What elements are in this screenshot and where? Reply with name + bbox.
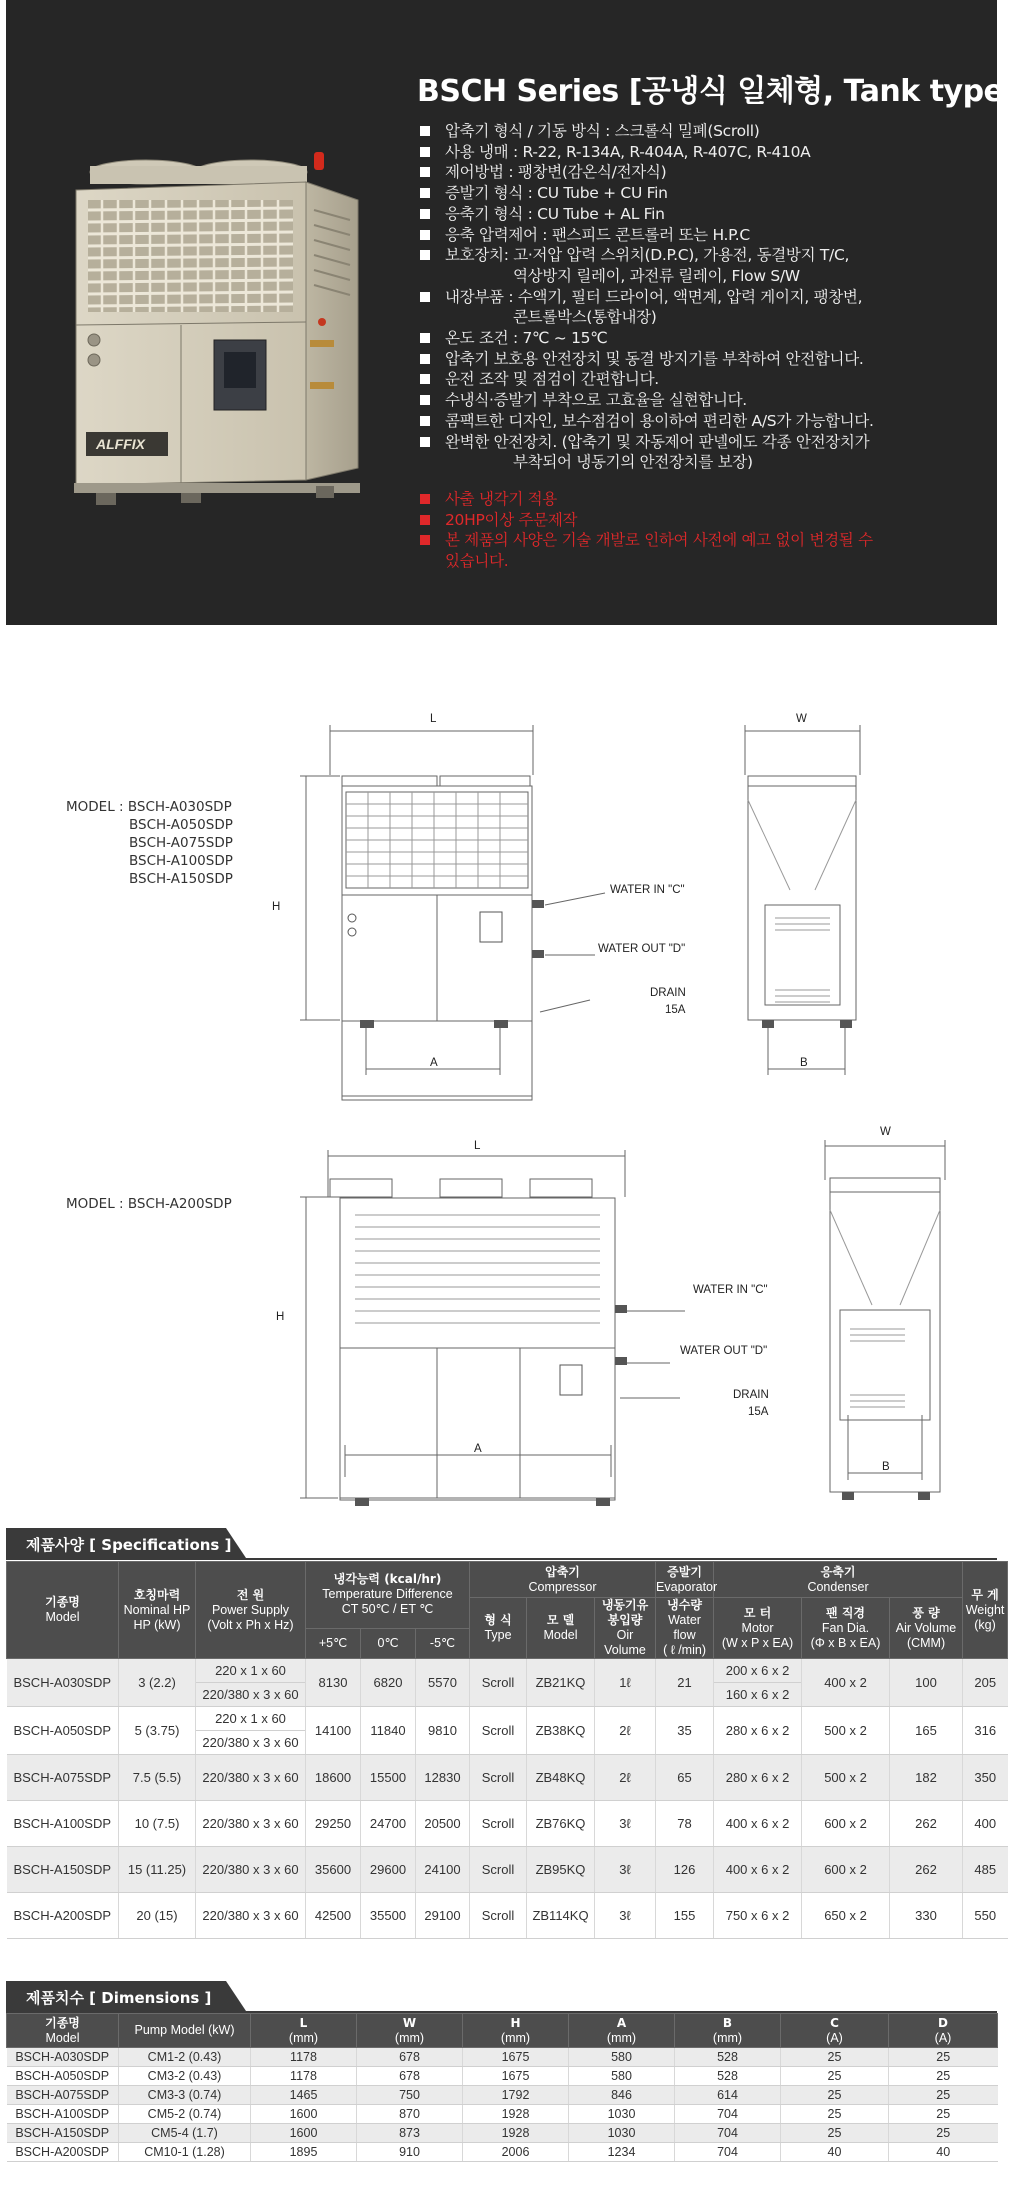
cell-c0: 29600 [361,1847,416,1893]
feature-item [417,369,927,390]
dim-cell: 1675 [463,2048,569,2067]
dim-cell: 1792 [463,2086,569,2105]
header-secondary: (A) [826,2030,843,2045]
feature-text: 응축 압력제어 : 팬스피드 콘트롤러 또는 H.P.C [445,225,750,244]
power-value: 220/380 x 3 x 60 [202,1770,299,1785]
water-out-label: WATER OUT "D" [598,943,686,955]
header-primary: L [299,2015,308,2030]
cell-c0: 24700 [361,1801,416,1847]
table-row [7,2067,998,2086]
feature-item [417,390,927,411]
cell-oil: 3ℓ [595,1801,656,1847]
cell-oil: 2ℓ [595,1707,656,1755]
spec-table [6,1561,1008,1939]
feature-text: 콤팩트한 디자인, 보수점검이 용이하여 편리한 A/S가 가능합니다. [445,411,874,430]
header-secondary: (mm) [606,2030,637,2045]
table-row [7,2105,998,2124]
dim-cell: CM3-2 (0.43) [119,2067,251,2086]
cell-weight: 205 [963,1659,1008,1707]
feature-text: 보호장치: 고·저압 압력 스위치(D.P.C), 가용전, 동결방지 T/C, [445,246,850,265]
drain-label: DRAIN [733,1389,769,1401]
header-primary: C [830,2015,839,2030]
feature-text: 내장부품 : 수액기, 필터 드라이어, 액면계, 압력 게이지, 팽창변, [445,287,863,306]
dim-label-l: L [430,713,437,725]
cell-fan: 400 x 2 [802,1659,890,1707]
cell-fan: 600 x 2 [802,1847,890,1893]
feature-item [417,225,927,246]
header-secondary: Pump Model (kW) [134,2023,235,2037]
cell-weight: 316 [963,1707,1008,1755]
cell-cm5: 24100 [416,1847,470,1893]
cell-hp: 7.5 (5.5) [119,1755,196,1801]
feature-text: 증발기 형식 : CU Tube + CU Fin [445,184,668,203]
dim-label-a: A [430,1057,438,1069]
cell-c0: 6820 [361,1659,416,1707]
cell-model: BSCH-A050SDP [7,1707,119,1755]
table-row [7,2143,998,2162]
dim-label-a: A [474,1443,482,1455]
header-primary: W [402,2015,417,2030]
cell-motor [714,1893,802,1939]
dim-col-header [463,2014,569,2048]
cell-air: 100 [890,1659,963,1707]
col-weight: 무 게 Weight (kg) [963,1562,1008,1659]
feature-item [417,510,927,531]
dim-cell: 25 [889,2105,998,2124]
divider [6,1558,997,1560]
cell-fan: 500 x 2 [802,1755,890,1801]
dim-cell: 846 [569,2086,675,2105]
dim-cell: 1178 [251,2048,357,2067]
dim-cell: 25 [889,2048,998,2067]
dim-col-header [675,2014,781,2048]
feature-text: 있습니다. [445,552,509,571]
header-primary: B [722,2015,733,2030]
dim-cell: 25 [781,2124,889,2143]
motor-value: 160 x 6 x 2 [714,1682,801,1706]
power-value: 220/380 x 3 x 60 [202,1816,299,1831]
feature-text: 압축기 보호용 안전장치 및 동결 방지기를 부착하여 안전합니다. [445,349,864,368]
feature-item [417,204,927,225]
dim-cell: CM5-4 (1.7) [119,2124,251,2143]
power-value: 220/380 x 3 x 60 [202,1862,299,1877]
col-fan-dia: 팬 직경 Fan Dia. (Φ x B x EA) [802,1598,890,1659]
cell-motor [714,1659,802,1707]
feature-text: 역상방지 릴레이, 과전류 릴레이, Flow S/W [513,266,800,285]
dim-label-b: B [882,1461,890,1473]
drain-size-label: 15A [748,1406,769,1418]
cell-type: Scroll [470,1659,527,1707]
cell-c0: 11840 [361,1707,416,1755]
drain-label: DRAIN [650,987,686,999]
cell-air: 330 [890,1893,963,1939]
cell-power [196,1893,306,1939]
cell-oil: 3ℓ [595,1893,656,1939]
table-row [7,2048,998,2067]
header-primary: H [510,2015,521,2030]
cell-weight: 550 [963,1893,1008,1939]
cell-type: Scroll [470,1755,527,1801]
dim-cell: 25 [781,2067,889,2086]
cell-type: Scroll [470,1893,527,1939]
cell-cm5: 9810 [416,1707,470,1755]
col-cap-minus5: -5℃ [416,1628,470,1659]
dim-cell: 1600 [251,2124,357,2143]
cell-flow: 21 [656,1659,714,1707]
dim-cell: CM3-3 (0.74) [119,2086,251,2105]
col-cap-0: 0℃ [361,1628,416,1659]
power-value: 220/380 x 3 x 60 [196,1730,305,1754]
table-row [7,1801,1008,1847]
cell-hp: 10 (7.5) [119,1801,196,1847]
feature-text: 온도 조건 : 7℃ ~ 15℃ [445,329,608,348]
cell-motor [714,1801,802,1847]
table-row [7,1755,1008,1801]
feature-item [417,328,927,349]
dim-cell: 1895 [251,2143,357,2162]
cell-c5: 29250 [306,1801,361,1847]
col-comp-type: 형 식 Type [470,1598,527,1659]
cell-c5: 35600 [306,1847,361,1893]
dim-col-header [889,2014,998,2048]
cell-c5: 18600 [306,1755,361,1801]
feature-list [417,121,927,473]
cell-cm5: 12830 [416,1755,470,1801]
col-hp: 호칭마력 Nominal HP HP (kW) [119,1562,196,1659]
feature-item [417,183,927,204]
feature-item [417,411,927,432]
feature-item [417,530,927,571]
cell-cmodel: ZB38KQ [527,1707,595,1755]
col-power: 전 원 Power Supply (Volt x Ph x Hz) [196,1562,306,1659]
dim-cell: 704 [675,2143,781,2162]
dim-col-header [7,2014,119,2048]
dim-cell: 678 [357,2048,463,2067]
power-value: 220 x 1 x 60 [215,1663,286,1678]
motor-value: 400 x 6 x 2 [725,1816,790,1831]
spec-section-title: 제품사양 [ Specifications ] [26,1536,232,1554]
dimension-drawing-large-model [0,1115,1000,1495]
cell-power [196,1847,306,1893]
cell-model: BSCH-A100SDP [7,1801,119,1847]
dim-label-l: L [474,1140,481,1152]
dim-label-h: H [276,1311,285,1323]
hero-banner [6,0,1017,625]
dim-cell: 580 [569,2067,675,2086]
dim-cell: 1465 [251,2086,357,2105]
col-evaporator: 증발기 Evaporator [656,1562,714,1598]
col-comp-model: 모 델 Model [527,1598,595,1659]
power-value: 220/380 x 3 x 60 [196,1682,305,1706]
feature-text: 사용 냉매 : R-22, R-134A, R-404A, R-407C, R-410A [445,142,811,161]
model-item: BSCH-A075SDP [129,835,233,851]
feature-text: 운전 조작 및 점검이 간편합니다. [445,370,659,389]
dim-cell: BSCH-A150SDP [7,2124,119,2143]
header-primary: 기종명 [45,2015,80,2030]
cell-type: Scroll [470,1707,527,1755]
dim-cell: 25 [781,2048,889,2067]
cell-flow: 65 [656,1755,714,1801]
motor-value: 280 x 6 x 2 [725,1723,790,1738]
dim-cell: 704 [675,2105,781,2124]
cell-fan: 600 x 2 [802,1801,890,1847]
feature-item [417,245,927,286]
dim-label-w: W [796,713,807,725]
cell-motor [714,1847,802,1893]
dim-cell: 704 [675,2124,781,2143]
col-cap-plus5: +5℃ [306,1628,361,1659]
dim-label-w: W [880,1126,891,1138]
dim-cell: 678 [357,2067,463,2086]
cell-cmodel: ZB95KQ [527,1847,595,1893]
dim-cell: 614 [675,2086,781,2105]
dim-cell: 1928 [463,2124,569,2143]
table-row [7,2124,998,2143]
dim-col-header [569,2014,675,2048]
table-row [7,1847,1008,1893]
cell-model: BSCH-A075SDP [7,1755,119,1801]
cell-air: 165 [890,1707,963,1755]
col-compressor: 압축기 Compressor [470,1562,656,1598]
col-model: 기종명 Model [7,1562,119,1659]
cell-power [196,1707,306,1755]
col-condenser: 응축기 Condenser [714,1562,963,1598]
col-motor: 모 터 Motor (W x P x EA) [714,1598,802,1659]
table-row [7,1659,1008,1707]
col-capacity: 냉각능력 (kcal/hr) Temperature Difference CT 50℃ / ET ℃ [306,1562,470,1629]
dim-cell: CM1-2 (0.43) [119,2048,251,2067]
cell-c5: 14100 [306,1707,361,1755]
table-row [7,1707,1008,1755]
dim-cell: 1178 [251,2067,357,2086]
dim-cell: BSCH-A050SDP [7,2067,119,2086]
cell-hp: 15 (11.25) [119,1847,196,1893]
dim-label-b: B [800,1057,808,1069]
model-item: BSCH-A050SDP [129,817,233,833]
header-primary: D [938,2015,948,2030]
model-item: BSCH-A030SDP [127,799,232,815]
feature-text: 수냉식·증발기 부착으로 고효율을 실현합니다. [445,391,747,410]
dim-cell: 1600 [251,2105,357,2124]
feature-item [417,489,927,510]
feature-text: 완벽한 안전장치. (압축기 및 자동제어 판넬에도 각종 안전장치가 [445,432,870,451]
table-row [7,1893,1008,1939]
cell-fan: 650 x 2 [802,1893,890,1939]
cell-c0: 35500 [361,1893,416,1939]
cell-hp: 5 (3.75) [119,1707,196,1755]
feature-item [417,287,927,328]
feature-text: 제어방법 : 팽창변(감온식/전자식) [445,163,667,182]
feature-text: 사출 냉각기 적용 [445,490,557,508]
cell-oil: 3ℓ [595,1847,656,1893]
cell-model: BSCH-A150SDP [7,1847,119,1893]
drain-size-label: 15A [665,1004,686,1016]
dimension-table [6,2013,998,2162]
dim-cell: 528 [675,2048,781,2067]
model-label: MODEL : BSCH-A200SDP [66,1196,232,1212]
feature-item [417,162,927,183]
dim-cell: 25 [781,2086,889,2105]
col-oil-volume: 냉동기유 봉입량 Oir Volume [595,1598,656,1659]
feature-text: 부착되어 냉동기의 안전장치를 보장) [513,453,753,472]
page-title: BSCH Series [공냉식 일체형, Tank type] [417,74,1017,109]
dim-cell: BSCH-A030SDP [7,2048,119,2067]
cell-cm5: 5570 [416,1659,470,1707]
cell-model: BSCH-A200SDP [7,1893,119,1939]
front-side-view-diagram [0,700,1000,1090]
cell-cmodel: ZB114KQ [527,1893,595,1939]
feature-text: 본 제품의 사양은 기술 개발로 인하여 사전에 예고 없이 변경될 수 [445,531,873,550]
notice-list [417,489,927,572]
cell-hp: 3 (2.2) [119,1659,196,1707]
model-item: BSCH-A100SDP [129,853,233,869]
feature-item [417,142,927,163]
dim-cell: 910 [357,2143,463,2162]
dimension-drawing-small-models [0,700,1000,1090]
dim-cell: 2006 [463,2143,569,2162]
dim-cell: CM10-1 (1.28) [119,2143,251,2162]
cell-weight: 485 [963,1847,1008,1893]
col-water-flow: 냉수량 Water flow ( ℓ /min) [656,1598,714,1659]
brand-logo: ALFFIX [96,436,145,452]
dim-cell: CM5-2 (0.74) [119,2105,251,2124]
dim-section-title: 제품치수 [ Dimensions ] [26,1989,212,2007]
cell-motor [714,1707,802,1755]
dim-cell: 580 [569,2048,675,2067]
cell-flow: 35 [656,1707,714,1755]
dim-col-header [119,2014,251,2048]
spec-table-body [7,1659,1008,1939]
feature-text: 콘트롤박스(통합내장) [513,308,657,327]
dim-cell: 1030 [569,2105,675,2124]
dim-col-header [357,2014,463,2048]
dim-col-header [781,2014,889,2048]
cell-hp: 20 (15) [119,1893,196,1939]
motor-value: 280 x 6 x 2 [725,1770,790,1785]
dim-cell: 40 [781,2143,889,2162]
dim-cell: 873 [357,2124,463,2143]
dim-cell: 25 [889,2124,998,2143]
cell-c5: 42500 [306,1893,361,1939]
cell-oil: 1ℓ [595,1659,656,1707]
cell-power [196,1755,306,1801]
header-secondary: (mm) [500,2030,531,2045]
motor-value: 750 x 6 x 2 [725,1908,790,1923]
dim-cell: BSCH-A100SDP [7,2105,119,2124]
model-item: BSCH-A150SDP [129,871,233,887]
dim-cell: 25 [889,2086,998,2105]
dim-cell: BSCH-A200SDP [7,2143,119,2162]
cell-motor [714,1755,802,1801]
dim-cell: 1234 [569,2143,675,2162]
header-secondary: (mm) [712,2030,743,2045]
dim-cell: 25 [781,2105,889,2124]
dim-cell: 528 [675,2067,781,2086]
cell-c0: 15500 [361,1755,416,1801]
cell-weight: 350 [963,1755,1008,1801]
feature-item [417,121,927,142]
feature-text: 응축기 형식 : CU Tube + AL Fin [445,204,665,223]
cell-power [196,1659,306,1707]
cell-air: 262 [890,1801,963,1847]
water-in-label: WATER IN "C" [693,1284,768,1296]
dim-label-h: H [272,901,281,913]
power-value: 220/380 x 3 x 60 [202,1908,299,1923]
model-prefix: MODEL : [66,799,128,815]
front-side-view-diagram-2 [0,1115,1000,1495]
cell-flow: 155 [656,1893,714,1939]
dim-cell: 40 [889,2143,998,2162]
header-secondary: Model [45,2030,80,2045]
motor-value: 400 x 6 x 2 [725,1862,790,1877]
header-secondary: (mm) [394,2030,425,2045]
cell-type: Scroll [470,1801,527,1847]
header-primary: A [616,2015,627,2030]
motor-value: 200 x 6 x 2 [725,1663,790,1678]
table-row [7,2086,998,2105]
feature-text: 20HP이상 주문제작 [445,510,578,529]
header-secondary: (mm) [288,2030,319,2045]
cell-air: 262 [890,1847,963,1893]
dimension-table-body [7,2048,998,2162]
dim-cell: 1928 [463,2105,569,2124]
dim-cell: BSCH-A075SDP [7,2086,119,2105]
cell-fan: 500 x 2 [802,1707,890,1755]
cell-cmodel: ZB76KQ [527,1801,595,1847]
header-secondary: (A) [934,2030,952,2045]
cell-type: Scroll [470,1847,527,1893]
dim-cell: 1675 [463,2067,569,2086]
feature-text: 압축기 형식 / 기동 방식 : 스크롤식 밀폐(Scroll) [445,122,760,140]
water-in-label: WATER IN "C" [610,884,685,896]
chiller-unit-image [66,150,386,520]
feature-item [417,432,927,473]
cell-cmodel: ZB21KQ [527,1659,595,1707]
dim-cell: 1030 [569,2124,675,2143]
cell-cm5: 20500 [416,1801,470,1847]
cell-flow: 78 [656,1801,714,1847]
dim-cell: 25 [889,2067,998,2086]
dim-cell: 870 [357,2105,463,2124]
dim-col-header [251,2014,357,2048]
cell-power [196,1801,306,1847]
cell-model: BSCH-A030SDP [7,1659,119,1707]
cell-oil: 2ℓ [595,1755,656,1801]
power-value: 220 x 1 x 60 [215,1711,286,1726]
dim-cell: 750 [357,2086,463,2105]
cell-cm5: 29100 [416,1893,470,1939]
col-air-volume: 풍 량 Air Volume (CMM) [890,1598,963,1659]
cell-air: 182 [890,1755,963,1801]
cell-cmodel: ZB48KQ [527,1755,595,1801]
cell-weight: 400 [963,1801,1008,1847]
feature-item [417,349,927,370]
cell-c5: 8130 [306,1659,361,1707]
water-out-label: WATER OUT "D" [680,1345,768,1357]
cell-flow: 126 [656,1847,714,1893]
